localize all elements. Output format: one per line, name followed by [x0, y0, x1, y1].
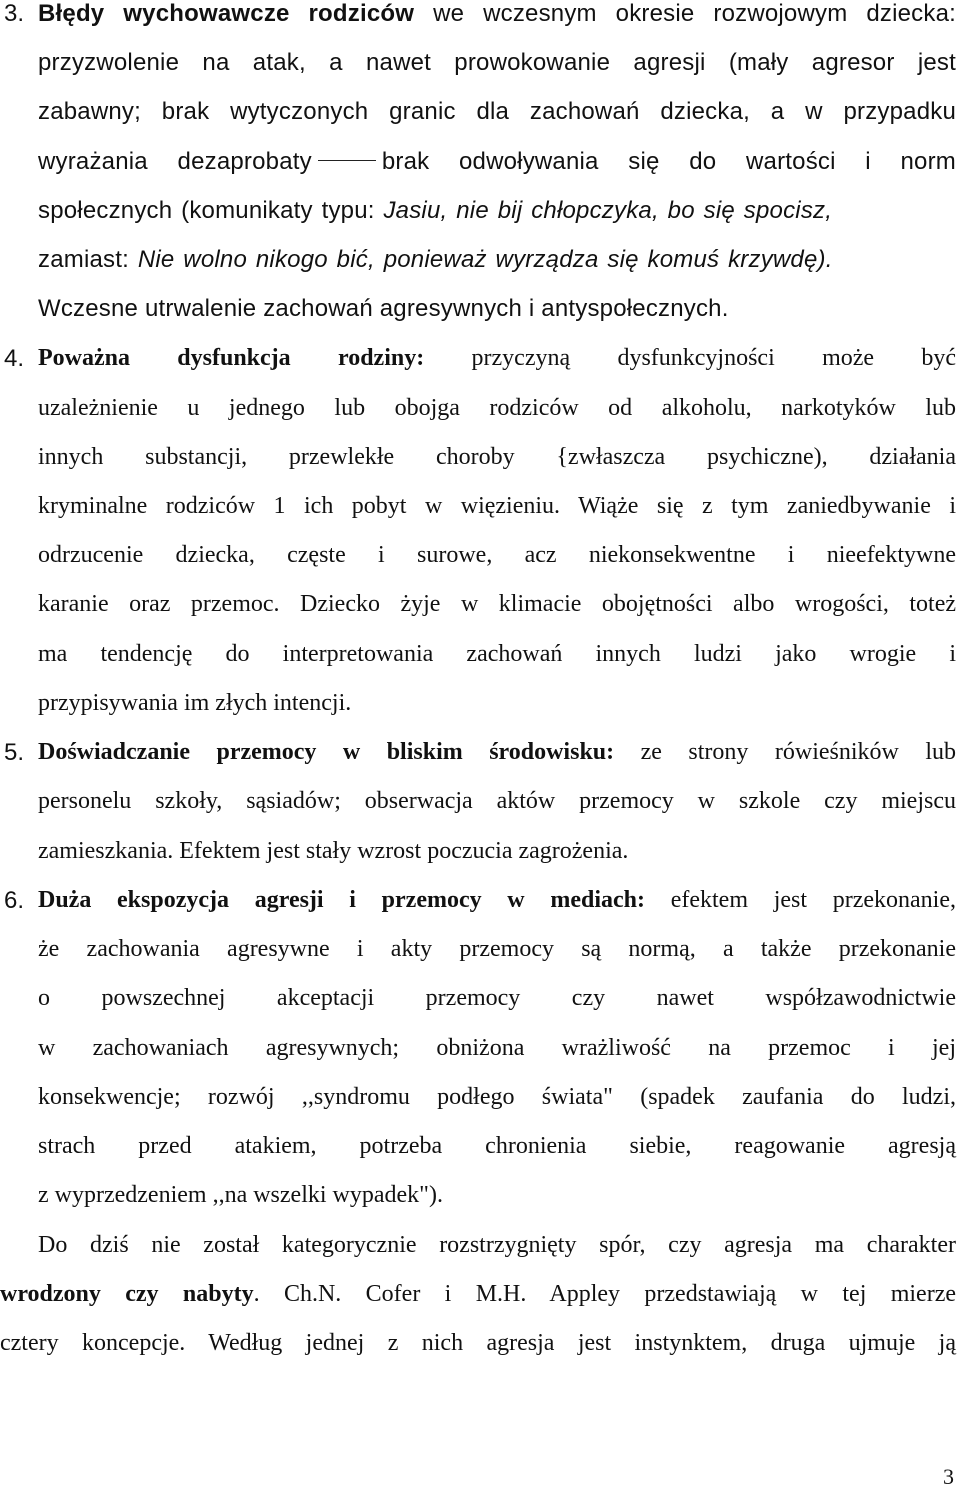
text-line: ma tendencję do interpretowania zachowań innych ludzi jako wrogie i [38, 641, 956, 667]
text-line: odrzucenie dziecka, częste i surowe, acz niekonsekwentne i nieefektywne [38, 542, 956, 568]
text-line: społecznych (komunikaty typu: Jasiu, nie bij chłopczyka, bo się spocisz, [38, 197, 833, 224]
text-line: Błędy wychowawcze rodziców we wczesnym okresie rozwojowym dziecka: [38, 0, 956, 27]
item-number: 3. [4, 0, 25, 27]
text-line: Do dziś nie został kategorycznie rozstrzygnięty spór, czy agresja ma charakter [38, 1232, 956, 1258]
text-line: karanie oraz przemoc. Dziecko żyje w klimacie obojętności albo wrogości, toteż [38, 591, 956, 617]
item-heading: Poważna dysfunkcja rodziny: [38, 345, 425, 371]
item-number: 5. [4, 739, 25, 766]
text-line: konsekwencje; rozwój ,,syndromu podłego świata" (spadek zaufania do ludzi, [38, 1084, 956, 1110]
text-line: w zachowaniach agresywnych; obniżona wrażliwość na przemoc i jej [38, 1035, 956, 1061]
text-line: Poważna dysfunkcja rodziny: przyczyną dysfunkcyjności może być [38, 345, 956, 371]
text-line: że zachowania agresywne i akty przemocy są normą, a także przekonanie [38, 936, 956, 962]
text-line: z wyprzedzeniem ,,na wszelki wypadek"). [38, 1182, 443, 1208]
item-heading: Duża ekspozycja agresji i przemocy w mediach: [38, 887, 645, 913]
text-line: personelu szkoły, sąsiadów; obserwacja aktów przemocy w szkole czy miejscu [38, 788, 956, 814]
text-line: wrodzony czy nabyty. Ch.N. Cofer i M.H. Appley przedstawiają w tej mierze [0, 1281, 957, 1307]
text-line: innych substancji, przewlekłe choroby {zwłaszcza psychiczne), działania [38, 444, 956, 470]
text-line: o powszechnej akceptacji przemocy czy nawet współzawodnictwie [38, 985, 956, 1011]
text-line: kryminalne rodziców 1 ich pobyt w więzieniu. Wiąże się z tym zaniedbywanie i [38, 493, 956, 519]
text-line: przypisywania im złych intencji. [38, 690, 352, 716]
emphasis-text: wrodzony czy nabyty [0, 1281, 254, 1307]
text-line: zamiast: Nie wolno nikogo bić, ponieważ wyrządza się komuś krzywdę). [38, 246, 833, 273]
text-line: wyrażania dezaprobaty brak odwoływania się do wartości i norm [38, 148, 956, 175]
text-line: uzależnienie u jednego lub obojga rodziców od alkoholu, narkotyków lub [38, 395, 956, 421]
em-dash [318, 160, 376, 161]
text-line: Doświadczanie przemocy w bliskim środowisku: ze strony rówieśników lub [38, 739, 956, 765]
item-heading: Błędy wychowawcze rodziców [38, 0, 415, 27]
text-line: Wczesne utrwalenie zachowań agresywnych i antyspołecznych. [38, 295, 729, 322]
text-line: zabawny; brak wytyczonych granic dla zachowań dziecka, a w przypadku [38, 98, 956, 125]
item-heading: Doświadczanie przemocy w bliskim środowisku: [38, 739, 615, 765]
text-line: cztery koncepcje. Według jednej z nich agresja jest instynktem, druga ujmuje ją [0, 1330, 956, 1356]
text-line: Duża ekspozycja agresji i przemocy w mediach: efektem jest przekonanie, [38, 887, 956, 913]
item-number: 4. [4, 345, 25, 372]
text-line: przyzwolenie na atak, a nawet prowokowanie agresji (mały agresor jest [38, 49, 956, 76]
text-line: zamieszkania. Efektem jest stały wzrost poczucia zagrożenia. [38, 838, 629, 864]
page-number: 3 [943, 1464, 954, 1489]
text-line: strach przed atakiem, potrzeba chronienia siebie, reagowanie agresją [38, 1133, 956, 1159]
item-number: 6. [4, 887, 25, 914]
